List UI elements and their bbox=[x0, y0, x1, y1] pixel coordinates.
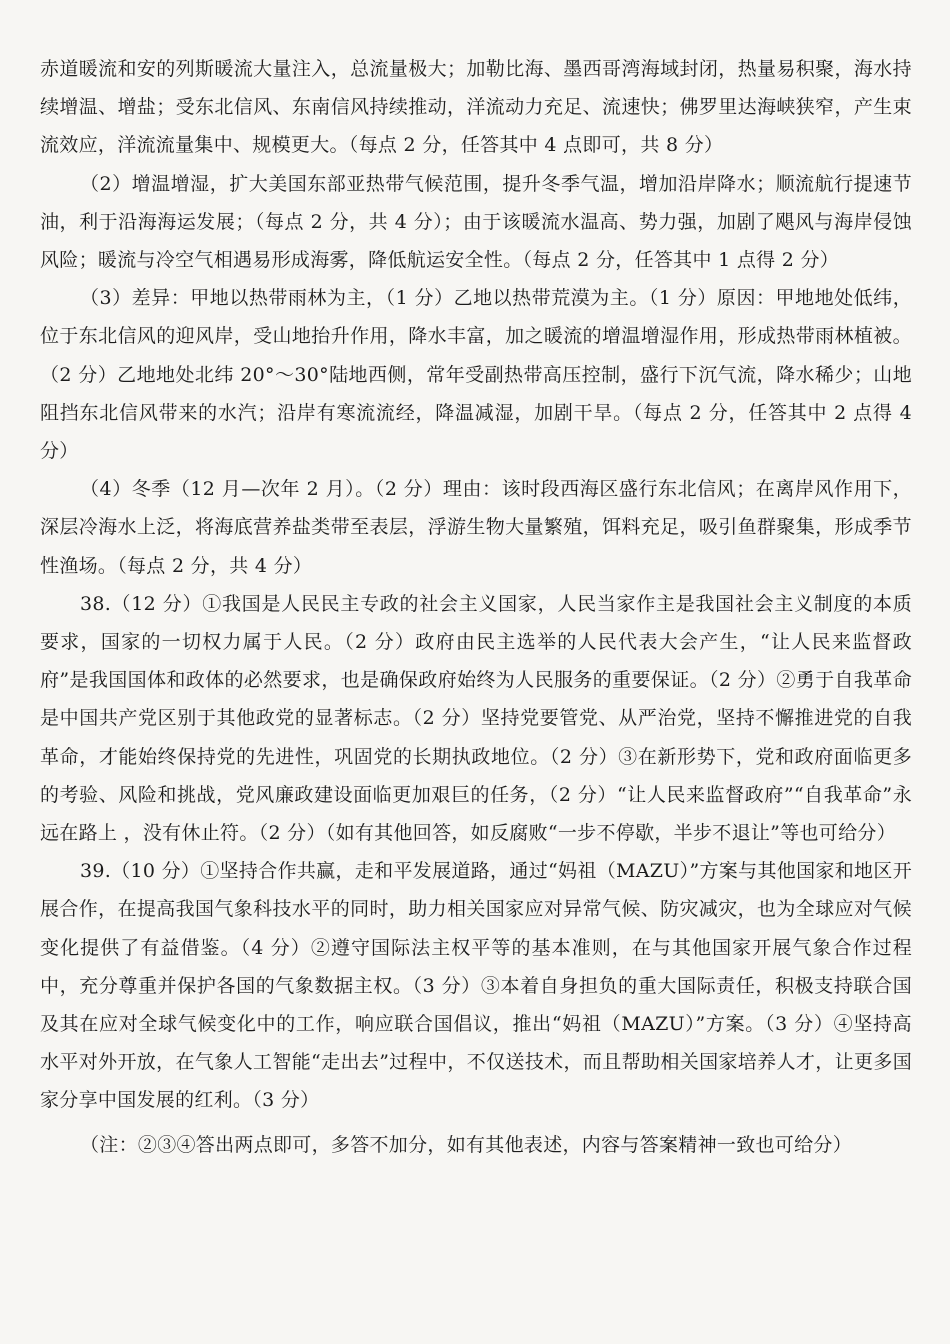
answer-document bbox=[40, 50, 912, 1164]
answer-note: （注：②③④答出两点即可，多答不加分，如有其他表述，内容与答案精神一致也可给分） bbox=[80, 1133, 853, 1156]
answer-paragraph-q3: （3）差异：甲地以热带雨林为主，（1 分）乙地以热带荒漠为主。（1 分）原因：甲地地处低纬，位于东北信风的迎风岸，受山地抬升作用，降水丰富，加之暖流的增温增湿作用，形成热带雨林植被。（2 分）乙地地处北纬 20°～30°陆地西侧，常年受副热带高压控制，盛行下沉气流，降水稀少；山地阻挡东北信风带来的水汽；沿岸有寒流流经，降温减湿，加剧干旱。（每点 2 分，任答其中 2 点得 4 分） bbox=[40, 287, 912, 463]
answer-paragraph-39: 39.（10 分）①坚持合作共赢，走和平发展道路，通过“妈祖（MAZU）”方案与其他国家和地区开展合作，在提高我国气象科技水平的同时，助力相关国家应对异常气候、防灾减灾，也为全球应对气候变化提供了有益借鉴。（4 分）②遵守国际法主权平等的基本准则，在与其他国家开展气象合作过程中，充分尊重并保护各国的气象数据主权。（3 分）③本着自身担负的重大国际责任，积极支持联合国及其在应对全球气候变化中的工作，响应联合国倡议，推出“妈祖（MAZU）”方案。（3 分）④坚持高水平对外开放，在气象人工智能“走出去”过程中，不仅送技术，而且帮助相关国家培养人才，让更多国家分享中国发展的红利。（3 分） bbox=[40, 860, 912, 1112]
answer-paragraph-38: 38.（12 分）①我国是人民民主专政的社会主义国家，人民当家作主是我国社会主义制度的本质要求，国家的一切权力属于人民。（2 分）政府由民主选举的人民代表大会产生，“让人民来监督政府”是我国国体和政体的必然要求，也是确保政府始终为人民服务的重要保证。（2 分）②勇于自我革命是中国共产党区别于其他政党的显著标志。（2 分）坚持党要管党、从严治党，坚持不懈推进党的自我革命，才能始终保持党的先进性，巩固党的长期执政地位。（2 分）③在新形势下，党和政府面临更多的考验、风险和挑战，党风廉政建设面临更加艰巨的任务，（2 分）“让人民来监督政府”“自我革命”永远在路上 ，没有休止符。（2 分）（如有其他回答，如反腐败“一步不停歇，半步不退让”等也可给分） bbox=[40, 592, 912, 845]
answer-paragraph-q2: （2）增温增湿，扩大美国东部亚热带气候范围，提升冬季气温，增加沿岸降水；顺流航行提速节油，利于沿海海运发展；（每点 2 分，共 4 分）；由于该暖流水温高、势力强，加剧了飓风与海岸侵蚀风险；暖流与冷空气相遇易形成海雾，降低航运安全性。（每点 2 分，任答其中 1 点得 2 分） bbox=[40, 172, 912, 272]
answer-paragraph-gulf-stream-causes: 赤道暖流和安的列斯暖流大量注入，总流量极大；加勒比海、墨西哥湾海域封闭，热量易积聚，海水持续增温、增盐；受东北信风、东南信风持续推动，洋流动力充足、流速快；佛罗里达海峡狭窄，产生束流效应，洋流流量集中、规模更大。（每点 2 分，任答其中 4 点即可，共 8 分） bbox=[40, 58, 912, 157]
answer-paragraph-q4: （4）冬季（12 月—次年 2 月）。（2 分）理由：该时段西海区盛行东北信风；在离岸风作用下，深层冷海水上泛，将海底营养盐类带至表层，浮游生物大量繁殖，饵料充足，吸引鱼群聚集，形成季节性渔场。（每点 2 分，共 4 分） bbox=[40, 478, 912, 577]
